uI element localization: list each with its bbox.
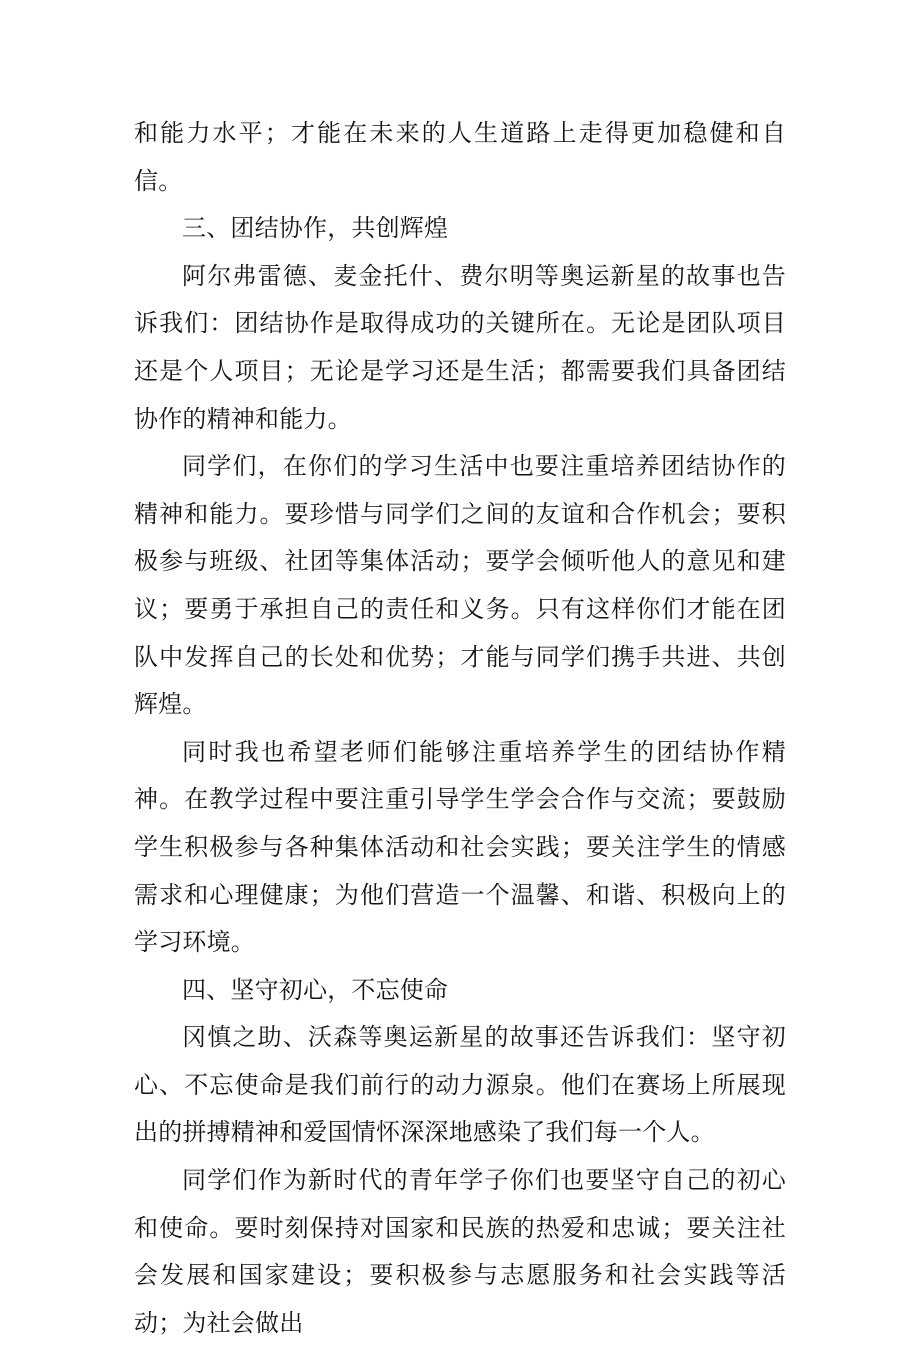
paragraph-continuation: 和能力水平；才能在未来的人生道路上走得更加稳健和自信。 bbox=[134, 119, 786, 195]
section-heading-4: 四、坚守初心，不忘使命 bbox=[182, 975, 449, 1004]
paragraph: 冈慎之助、沃森等奥运新星的故事还告诉我们：坚守初心、不忘使命是我们前行的动力源泉。他们在赛场上所展现出的拼搏精神和爱国情怀深深地感染了我们每一个人。 bbox=[134, 1023, 786, 1147]
section-heading-3: 三、团结协作，共创辉煌 bbox=[182, 214, 449, 243]
paragraph: 阿尔弗雷德、麦金托什、费尔明等奥运新星的故事也告诉我们：团结协作是取得成功的关键所在。无论是团队项目还是个人项目；无论是学习还是生活；都需要我们具备团结协作的精神和能力。 bbox=[134, 261, 786, 433]
paragraph: 同时我也希望老师们能够注重培养学生的团结协作精神。在教学过程中要注重引导学生学会合作与交流；要鼓励学生积极参与各种集体活动和社会实践；要关注学生的情感需求和心理健康；为他们营造一个温馨、和谐、积极向上的学习环境。 bbox=[134, 737, 786, 957]
paragraph: 同学们，在你们的学习生活中也要注重培养团结协作的精神和能力。要珍惜与同学们之间的友谊和合作机会；要积极参与班级、社团等集体活动；要学会倾听他人的意见和建议；要勇于承担自己的责任和义务。只有这样你们才能在团队中发挥自己的长处和优势；才能与同学们携手共进、共创辉煌。 bbox=[134, 452, 786, 719]
paragraph: 同学们作为新时代的青年学子你们也要坚守自己的初心和使命。要时刻保持对国家和民族的热爱和忠诚；要关注社会发展和国家建设；要积极参与志愿服务和社会实践等活动；为社会做出 bbox=[134, 1166, 786, 1337]
document-body bbox=[134, 110, 786, 1347]
